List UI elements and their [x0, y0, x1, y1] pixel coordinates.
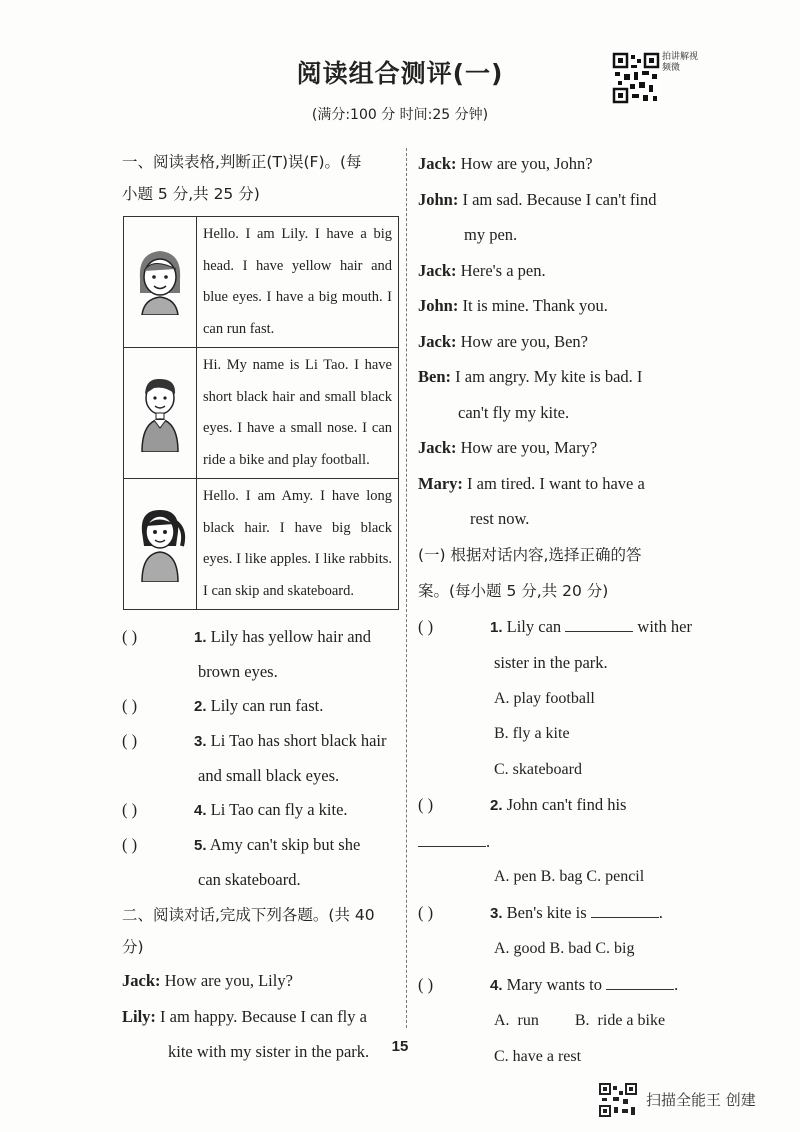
column-divider: [406, 148, 407, 1028]
dialogue-line: Jack: How are you, John?: [418, 154, 593, 173]
tf-question-5: ( ) 5. Amy can't skip but she can skateboard.: [122, 828, 400, 897]
option: B. fly a kite: [494, 725, 570, 742]
page-number: 15: [391, 1038, 409, 1055]
lily-portrait: [124, 217, 197, 348]
dialogue-line: Jack: How are you, Lily?: [122, 971, 293, 990]
answer-paren[interactable]: ( ): [418, 795, 434, 814]
mc-question-3: ( ) 3. Ben's kite is .: [418, 895, 696, 932]
tf-question-1: ( ) 1. Lily has yellow hair and brown eyes.: [122, 620, 400, 689]
dialogue-line: Lily: I am happy. Because I can fly a kite with my sister in the park.: [122, 1006, 370, 1061]
answer-paren[interactable]: ( ): [418, 616, 434, 636]
answer-paren[interactable]: ( ): [122, 627, 138, 646]
section2-heading: 二、阅读对话,完成下列各题。(共 40 分): [122, 906, 375, 956]
option: A. pen B. bag C. pencil: [494, 868, 645, 885]
subsection-heading: (一) 根据对话内容,选择正确的答 案。(每小题 5 分,共 20 分): [418, 545, 642, 600]
qr-code-icon: [612, 52, 660, 104]
table-row: [124, 217, 399, 348]
page-title: 阅读组合测评(一): [296, 59, 504, 88]
dialogue-line: Jack: How are you, Mary?: [418, 438, 598, 457]
boy-litao-icon: [132, 370, 188, 452]
option: A. run B. ride a bike: [494, 1012, 666, 1029]
tf-question-3: ( ) 3. Li Tao has short black hair and small black eyes.: [122, 724, 400, 793]
answer-paren[interactable]: ( ): [122, 800, 138, 819]
mc-question-2: ( ) 2. John can't find his .: [418, 787, 696, 859]
table-row: [124, 479, 399, 610]
answer-blank[interactable]: [606, 975, 674, 990]
dialogue-line: John: I am sad. Because I can't find my pen.: [418, 189, 657, 244]
lily-description: Hello. I am Lily. I have a big head. I have yellow hair and blue eyes. I have a big mouth. I can run fast.: [197, 217, 399, 348]
left-column: [122, 146, 400, 1070]
table-row: [124, 348, 399, 479]
option: C. have a rest: [494, 1047, 582, 1065]
answer-paren[interactable]: ( ): [122, 696, 138, 715]
mc-question-1: ( ) 1. Lily can with her sister in the park.: [418, 609, 696, 681]
option: A. play football: [494, 689, 595, 707]
answer-blank[interactable]: [418, 832, 486, 847]
page-subtitle: (满分:100 分 时间:25 分钟): [311, 107, 489, 123]
answer-blank[interactable]: [591, 903, 659, 918]
dialogue-line: John: It is mine. Thank you.: [418, 296, 608, 315]
litao-portrait: [124, 348, 197, 479]
girl-lily-icon: [132, 245, 188, 315]
right-column: [418, 146, 696, 1074]
answer-paren[interactable]: ( ): [418, 974, 434, 994]
qr-caption: 拍讲解视频微: [662, 52, 699, 73]
dialogue-line: Ben: I am angry. My kite is bad. I can't fly my kite.: [418, 367, 643, 422]
scanner-qr-icon: [598, 1082, 638, 1118]
mc-question-4: ( ) 4. Mary wants to .: [418, 967, 696, 1004]
tf-question-4: ( ) 4. Li Tao can fly a kite.: [122, 793, 400, 828]
amy-description: Hello. I am Amy. I have long black hair. I have big black eyes. I like apples. I like rabbits. I can skip and skateboard.: [197, 479, 399, 610]
answer-blank[interactable]: [565, 617, 633, 632]
scanner-label: 扫描全能王 创建: [646, 1091, 756, 1109]
amy-portrait: [124, 479, 197, 610]
answer-paren[interactable]: ( ): [122, 835, 138, 854]
answer-paren[interactable]: ( ): [122, 731, 138, 750]
dialogue-line: Mary: I am tired. I want to have a rest now.: [418, 473, 645, 528]
answer-paren[interactable]: ( ): [418, 902, 434, 922]
dialogue-line: Jack: How are you, Ben?: [418, 331, 589, 351]
option: A. good B. bad C. big: [494, 940, 635, 957]
info-table: [123, 216, 399, 610]
girl-amy-icon: [132, 502, 188, 582]
option: C. skateboard: [494, 760, 582, 778]
litao-description: Hi. My name is Li Tao. I have short black hair and small black eyes. I have a small nose. I can ride a bike and play football.: [197, 348, 399, 479]
section1-heading: 一、阅读表格,判断正(T)误(F)。(每 小题 5 分,共 25 分): [122, 153, 362, 203]
tf-question-2: ( ) 2. Lily can run fast.: [122, 689, 400, 724]
dialogue-line: Jack: Here's a pen.: [418, 260, 546, 280]
